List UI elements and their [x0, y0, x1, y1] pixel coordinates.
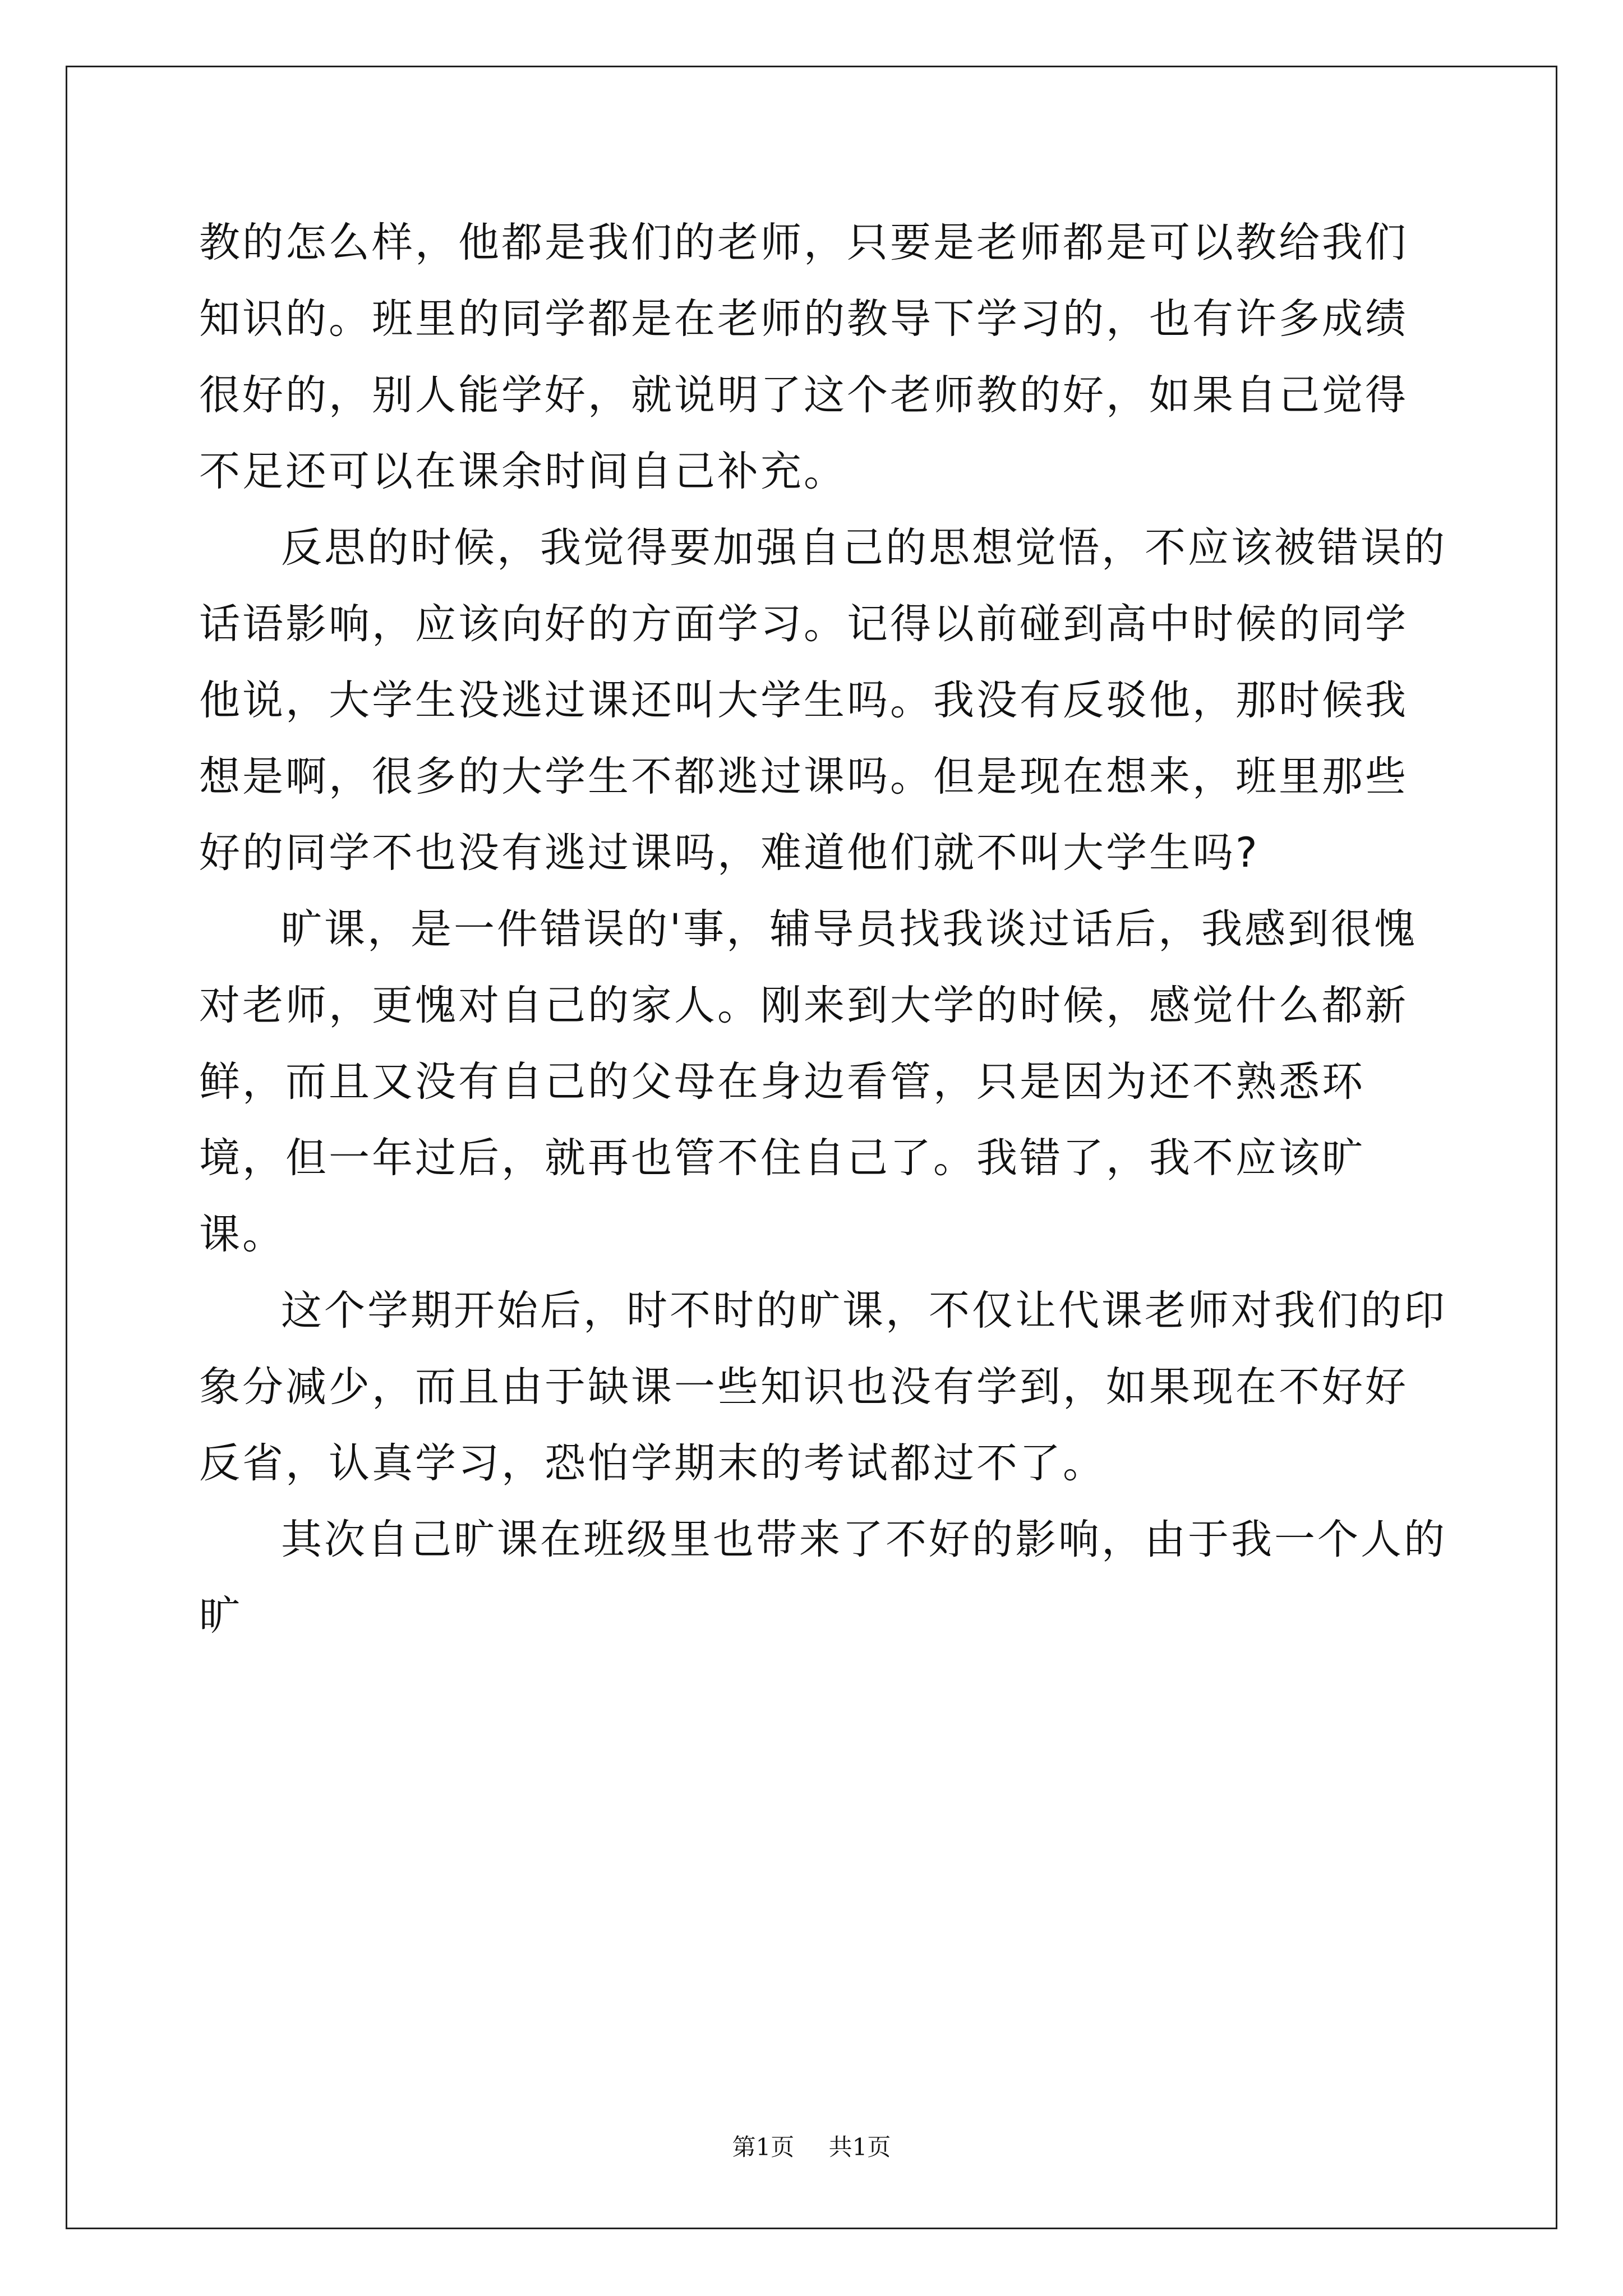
- page-number: 第1页: [732, 2133, 795, 2161]
- document-body: [199, 205, 1450, 1654]
- paragraph-3: 旷课，是一件错误的'事，辅导员找我谈过话后，我感到很愧对老师，更愧对自己的家人。刚来到大学的时候，感觉什么都新鲜，而且又没有自己的父母在身边看管，只是因为还不熟悉环境，但一年过后，就再也管不住自己了。我错了，我不应该旷课。: [199, 905, 1418, 1258]
- page-total: 共1页: [828, 2133, 891, 2161]
- paragraph-1: 教的怎么样，他都是我们的老师，只要是老师都是可以教给我们知识的。班里的同学都是在老师的教导下学习的，也有许多成绩很好的，别人能学好，就说明了这个老师教的好，如果自己觉得不足还可以在课余时间自己补充。: [199, 219, 1408, 495]
- page-footer: [0, 2129, 1623, 2162]
- paragraph-4: 这个学期开始后，时不时的旷课，不仅让代课老师对我们的印象分减少，而且由于缺课一些知识也没有学到，如果现在不好好反省，认真学习，恐怕学期末的考试都过不了。: [199, 1287, 1447, 1487]
- paragraph-5: 其次自己旷课在班级里也带来了不好的影响，由于我一个人的旷: [199, 1516, 1447, 1640]
- paragraph-2: 反思的时候，我觉得要加强自己的思想觉悟，不应该被错误的话语影响，应该向好的方面学习。记得以前碰到高中时候的同学他说，大学生没逃过课还叫大学生吗。我没有反驳他，那时候我想是啊，很多的大学生不都逃过课吗。但是现在想来，班里那些好的同学不也没有逃过课吗，难道他们就不叫大学生吗?: [199, 524, 1447, 877]
